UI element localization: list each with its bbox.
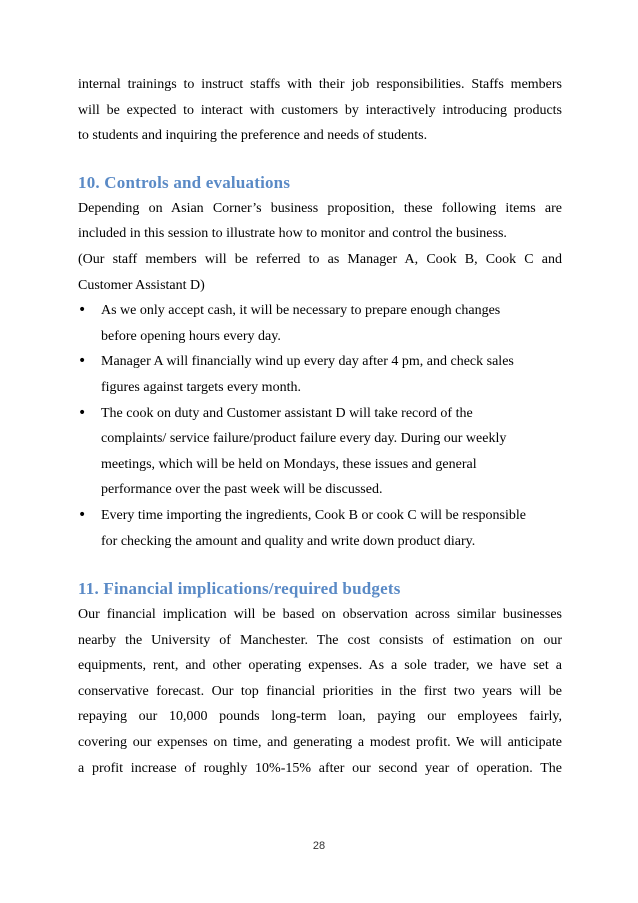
- bullet-line: meetings, which will be held on Mondays, these issues and general: [101, 456, 477, 472]
- bullet-icon: •: [78, 353, 87, 370]
- bullet-icon: •: [78, 506, 87, 523]
- bullet-line: performance over the past week will be discussed.: [101, 482, 383, 498]
- text-line: conservative forecast. Our top financial priorities in the first two years will be: [78, 683, 562, 699]
- bullet-icon: •: [78, 404, 87, 421]
- bullet-line: for checking the amount and quality and write down product diary.: [101, 533, 476, 549]
- bullet-line: Every time importing the ingredients, Cook B or cook C will be responsible: [101, 507, 526, 523]
- list-item: [78, 298, 562, 349]
- page-content: [78, 72, 562, 781]
- bullet-line: before opening hours every day.: [101, 328, 281, 344]
- text-line: Our financial implication will be based on observation across similar businesses: [78, 607, 562, 623]
- controls-bullet-list: [78, 298, 562, 554]
- intro-paragraph: [78, 72, 562, 149]
- text-line: covering our expenses on time, and generating a modest profit. We will anticipate: [78, 735, 562, 751]
- bullet-line: As we only accept cash, it will be necessary to prepare enough changes: [101, 303, 501, 319]
- list-item: [78, 401, 562, 503]
- list-item: [78, 349, 562, 400]
- text-line: repaying our 10,000 pounds long-term loan, paying our employees fairly,: [78, 709, 562, 725]
- list-item: [78, 503, 562, 554]
- section-heading-controls: 10. Controls and evaluations: [78, 172, 291, 192]
- bullet-line: Manager A will financially wind up every day after 4 pm, and check sales: [101, 354, 514, 370]
- section10-paragraph-1: [78, 196, 562, 247]
- bullet-line: complaints/ service failure/product failure every day. During our weekly: [101, 431, 507, 447]
- text-line: equipments, rent, and other operating expenses. As a sole trader, we have set a: [78, 658, 562, 674]
- bullet-line: figures against targets every month.: [101, 379, 301, 395]
- text-line: a profit increase of roughly 10%-15% after our second year of operation. The: [78, 760, 562, 776]
- section10-paragraph-2: [78, 247, 562, 298]
- text-line: nearby the University of Manchester. The cost consists of estimation on our: [78, 632, 562, 648]
- bullet-line: The cook on duty and Customer assistant D will take record of the: [101, 405, 473, 421]
- page-number: 28: [312, 840, 326, 852]
- text-line: internal trainings to instruct staffs with their job responsibilities. Staffs members: [78, 77, 562, 92]
- bullet-icon: •: [78, 302, 87, 319]
- text-line: Depending on Asian Corner’s business proposition, these following items are: [78, 200, 562, 216]
- section11-paragraph: [78, 602, 562, 781]
- text-line: to students and inquiring the preference and needs of students.: [78, 128, 428, 144]
- text-line: will be expected to interact with customers by interactively introducing products: [78, 102, 562, 118]
- text-line: included in this session to illustrate how to monitor and control the business.: [78, 226, 507, 242]
- section-heading-financial: 11. Financial implications/required budgets: [78, 579, 401, 599]
- text-line: Customer Assistant D): [78, 277, 205, 293]
- text-line: (Our staff members will be referred to as Manager A, Cook B, Cook C and: [78, 251, 562, 267]
